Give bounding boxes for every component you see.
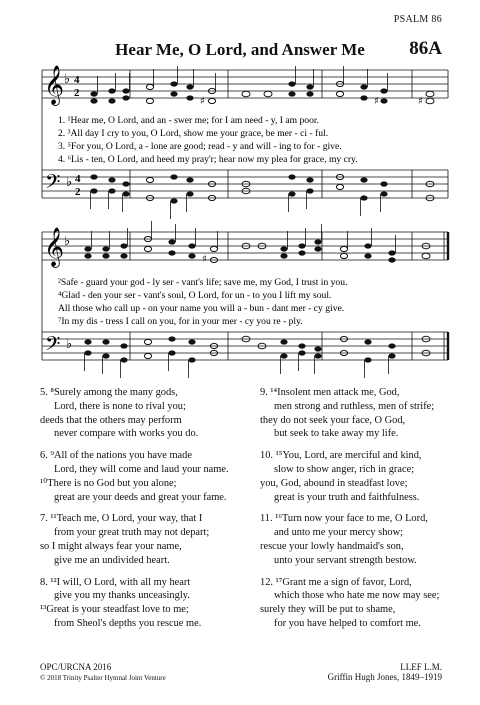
bass-clef-icon: 𝄢: [45, 170, 61, 198]
stanza-line: for you have helped to comfort me.: [274, 617, 421, 629]
stanza-line: unto your servant strength bestow.: [274, 554, 417, 566]
sharp-icon: ♯: [418, 96, 423, 107]
stanza-8: [40, 576, 250, 631]
lyric-line: 1. ¹Hear me, O Lord, and an - swer me; for I am need - y, I am poor.: [58, 115, 319, 126]
sharp-icon: ♯: [374, 96, 379, 107]
lyric-line: 2. ³All day I cry to you, O Lord, show me your grace, be mer - ci - ful.: [58, 128, 329, 139]
system2-bass-notes: [84, 336, 430, 362]
system2-lyrics: [58, 277, 347, 327]
stanza-line: give me an undivided heart.: [54, 554, 170, 566]
stanza-6: [40, 449, 250, 504]
stanza-9: [260, 386, 470, 441]
stanza-line: 5. ⁸Surely among the many gods,: [40, 387, 178, 398]
stanza-11: [260, 512, 470, 567]
sharp-icon: ♯: [200, 96, 205, 107]
lyric-line: All those who call up - on your name you will a - bun - dant mer - cy give.: [58, 303, 345, 314]
hymn-title: Hear Me, O Lord, and Answer Me: [115, 40, 365, 59]
key-flat-icon: ♭: [64, 234, 71, 249]
stanza-line: ¹⁰There is no God but you alone;: [40, 477, 177, 489]
time-signature-treble-bottom: 2: [74, 87, 80, 99]
treble-clef-icon: 𝄞: [44, 227, 65, 267]
stanza-line: give you my thanks unceasingly.: [54, 590, 190, 602]
stanza-5: [40, 386, 250, 441]
lyric-line: ⁴Glad - den your ser - vant's soul, O Lord, for un - to you I lift my soul.: [58, 290, 332, 301]
stanza-line: Lord, they will come and laud your name.: [54, 463, 229, 475]
stanza-line: Lord, there is none to rival you;: [54, 400, 186, 412]
stanzas-right-column: [260, 386, 470, 639]
key-flat-icon: ♭: [64, 72, 71, 87]
meter-text: LLEF L.M.: [400, 662, 442, 672]
stanza-line: deeds that the others may perform: [40, 414, 182, 426]
time-signature-bass: 4: [75, 173, 81, 185]
stanza-line: rescue your lowly handmaid's son,: [260, 540, 404, 552]
stanza-line: from your great truth may not depart;: [54, 527, 210, 539]
stanza-line: 12. ¹⁷Grant me a sign of favor, Lord,: [260, 576, 412, 588]
lyric-line: ²Safe - guard your god - ly ser - vant's life; save me, my God, I trust in you.: [58, 277, 348, 288]
stanza-line: men strong and ruthless, men of strife;: [274, 400, 435, 412]
stanza-line: never compare with works you do.: [54, 428, 199, 440]
lyric-line: 3. ⁵For you, O Lord, a - lone are good; read - y and will - ing to for - give.: [58, 141, 342, 152]
stanza-line: 7. ¹¹Teach me, O Lord, your way, that I: [40, 513, 203, 525]
system1-bass-stems: [91, 191, 381, 219]
footer-source: [40, 662, 166, 682]
time-signature-bass-bottom: 2: [75, 186, 81, 198]
stanza-line: 9. ¹⁴Insolent men attack me, God,: [260, 387, 400, 398]
stanza-line: 8. ¹²I will, O Lord, with all my heart: [40, 576, 191, 588]
stanza-line: 10. ¹⁵You, Lord, are merciful and kind,: [260, 450, 422, 462]
stanza-line: from Sheol's depths you rescue me.: [54, 617, 202, 629]
stanza-line: they do not seek your face, O God,: [260, 414, 406, 426]
stanza-line: great is your truth and faithfulness.: [274, 491, 420, 503]
tune-number: 86A: [409, 38, 442, 59]
lyric-line: 4. ⁶Lis - ten, O Lord, and heed my pray'r; hear now my plea for grace, my cry.: [58, 154, 358, 165]
copyright-text: © 2018 Trinity Psalter Hymnal Joint Venture: [40, 674, 166, 682]
system1-treble-notes: [90, 81, 434, 103]
stanza-10: [260, 449, 470, 504]
stanza-line: 6. ⁹All of the nations you have made: [40, 450, 192, 462]
treble-clef-icon: 𝄞: [44, 65, 65, 105]
stanza-line: you, God, abound in steadfast love;: [260, 477, 408, 489]
source-text: OPC/URCNA 2016: [40, 662, 112, 672]
stanza-line: which those who hate me now may see;: [274, 590, 440, 602]
key-flat-icon: ♭: [66, 337, 73, 352]
stanza-line: ¹³Great is your steadfast love to me;: [40, 604, 189, 616]
stanza-12: [260, 576, 470, 631]
lyric-line: ⁷In my dis - tress I call on you, for in your mer - cy you re - ply.: [58, 316, 303, 327]
system2-treble-notes: [84, 236, 430, 262]
time-signature-treble: 4: [74, 74, 80, 86]
stanza-line: great are your deeds and great your fame.: [54, 491, 227, 503]
bass-clef-icon: 𝄢: [45, 332, 61, 360]
key-flat-icon: ♭: [66, 175, 73, 190]
stanza-line: but seek to take away my life.: [274, 428, 399, 440]
system1-bass-notes: [90, 174, 434, 203]
stanzas-left-column: [40, 386, 250, 639]
stanza-line: surely they will be put to shame,: [260, 604, 396, 616]
stanza-line: 11. ¹⁶Turn now your face to me, O Lord,: [260, 513, 428, 525]
stanza-line: slow to show anger, rich in grace;: [274, 463, 415, 475]
stanza-line: so I might always fear your name,: [40, 540, 182, 552]
psalm-reference: PSALM 86: [393, 14, 442, 25]
stanza-line: and unto me your mercy show;: [274, 527, 403, 539]
composer-text: Griffin Hugh Jones, 1849–1919: [327, 672, 442, 682]
stanza-7: [40, 512, 250, 567]
footer-tune-info: [328, 662, 442, 682]
sharp-icon: ♯: [202, 254, 207, 265]
system1-lyrics: [58, 115, 358, 165]
